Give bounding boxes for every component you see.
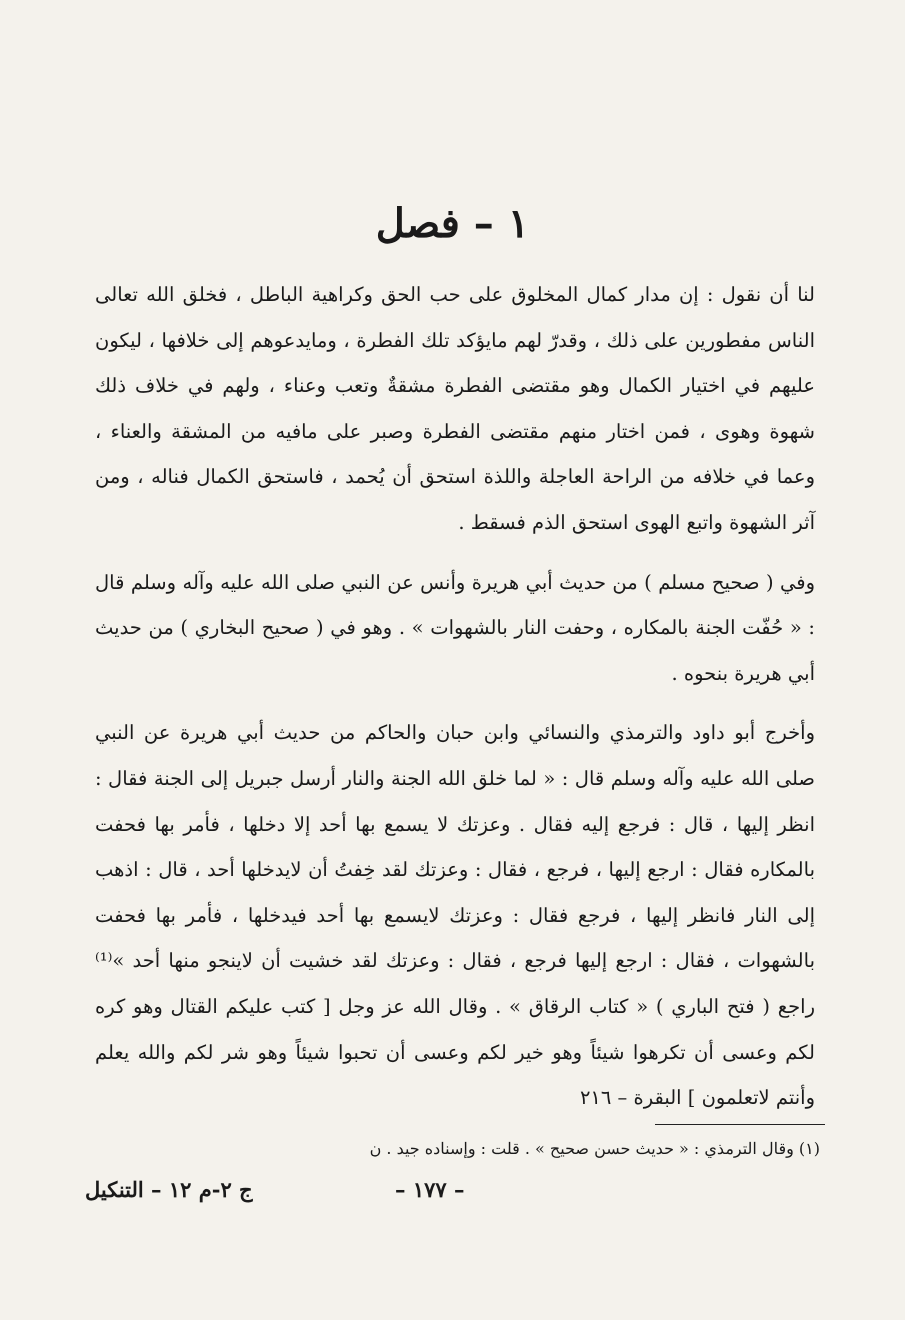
page-footer xyxy=(0,1170,905,1210)
volume-reference: ج ٢-م ١٢ – التنكيل xyxy=(85,1177,253,1202)
paragraph-1: لنا أن نقول : إن مدار كمال المخلوق على حب الحق وكراهية الباطل ، فخلق الله تعالى الناس مفطورين على ذلك ، وقدرّ لهم مايؤكد تلك الفطرة ، ومايدعوهم إلى خلافها ، ليكون عليهم في اختيار الكمال وهو مقتضى الفطرة مشقةٌ وتعب وعناء ، ولهم في خلاف ذلك شهوة وهوى ، فمن اختار منهم مقتضى الفطرة وصبر على مافيه من المشقة والعناء ، وعما في خلافه من الراحة العاجلة واللذة استحق أن يُحمد ، فاستحق الكمال فناله ، ومن آثر الشهوة واتبع الهوى استحق الذم فسقط . xyxy=(95,283,815,534)
footnote-divider xyxy=(655,1124,825,1125)
body-text xyxy=(95,272,815,1121)
paragraph-2: وفي ( صحيح مسلم ) من حديث أبي هريرة وأنس عن النبي صلى الله عليه وآله وسلم قال : « حُفّت الجنة بالمكاره ، وحفت النار بالشهوات » . وهو في ( صحيح البخاري ) من حديث أبي هريرة بنحوه . xyxy=(95,570,815,685)
paragraph-3: وأخرج أبو داود والترمذي والنسائي وابن حبان والحاكم من حديث أبي هريرة عن النبي صلى الله عليه وآله وسلم قال : « لما خلق الله الجنة والنار أرسل جبريل إلى الجنة فقال : انظر إليها ، قال : فرجع إليه فقال . وعزتك لا يسمع بها أحد إلا دخلها ، فأمر بها فحفت بالمكاره فقال : ارجع إليها ، فرجع ، فقال : وعزتك لقد خِفتُ أن لايدخلها أحد ، قال : اذهب إلى النار فانظر إليها ، فرجع فقال : وعزتك لايسمع بها أحد فيدخلها ، فأمر بها فحفت بالشهوات ، فقال : ارجع إليها فرجع ، فقال : وعزتك لقد خشيت أن لاينجو منها أحد »⁽¹⁾ راجع ( فتح الباري ) « كتاب الرقاق » . وقال الله عز وجل [ كتب عليكم القتال وهو كره لكم وعسى أن تكرهوا شيئاً وهو خير لكم وعسى أن تحبوا شيئاً وهو شر لكم والله يعلم وأنتم لاتعلمون ] البقرة – ٢١٦ xyxy=(95,721,815,1110)
chapter-heading: ١ – فصل xyxy=(375,200,530,247)
page-number: – ١٧٧ – xyxy=(395,1177,465,1202)
footnote: (١) وقال الترمذي : « حديث حسن صحيح » . قلت : وإسناده جيد . ن xyxy=(369,1139,820,1158)
